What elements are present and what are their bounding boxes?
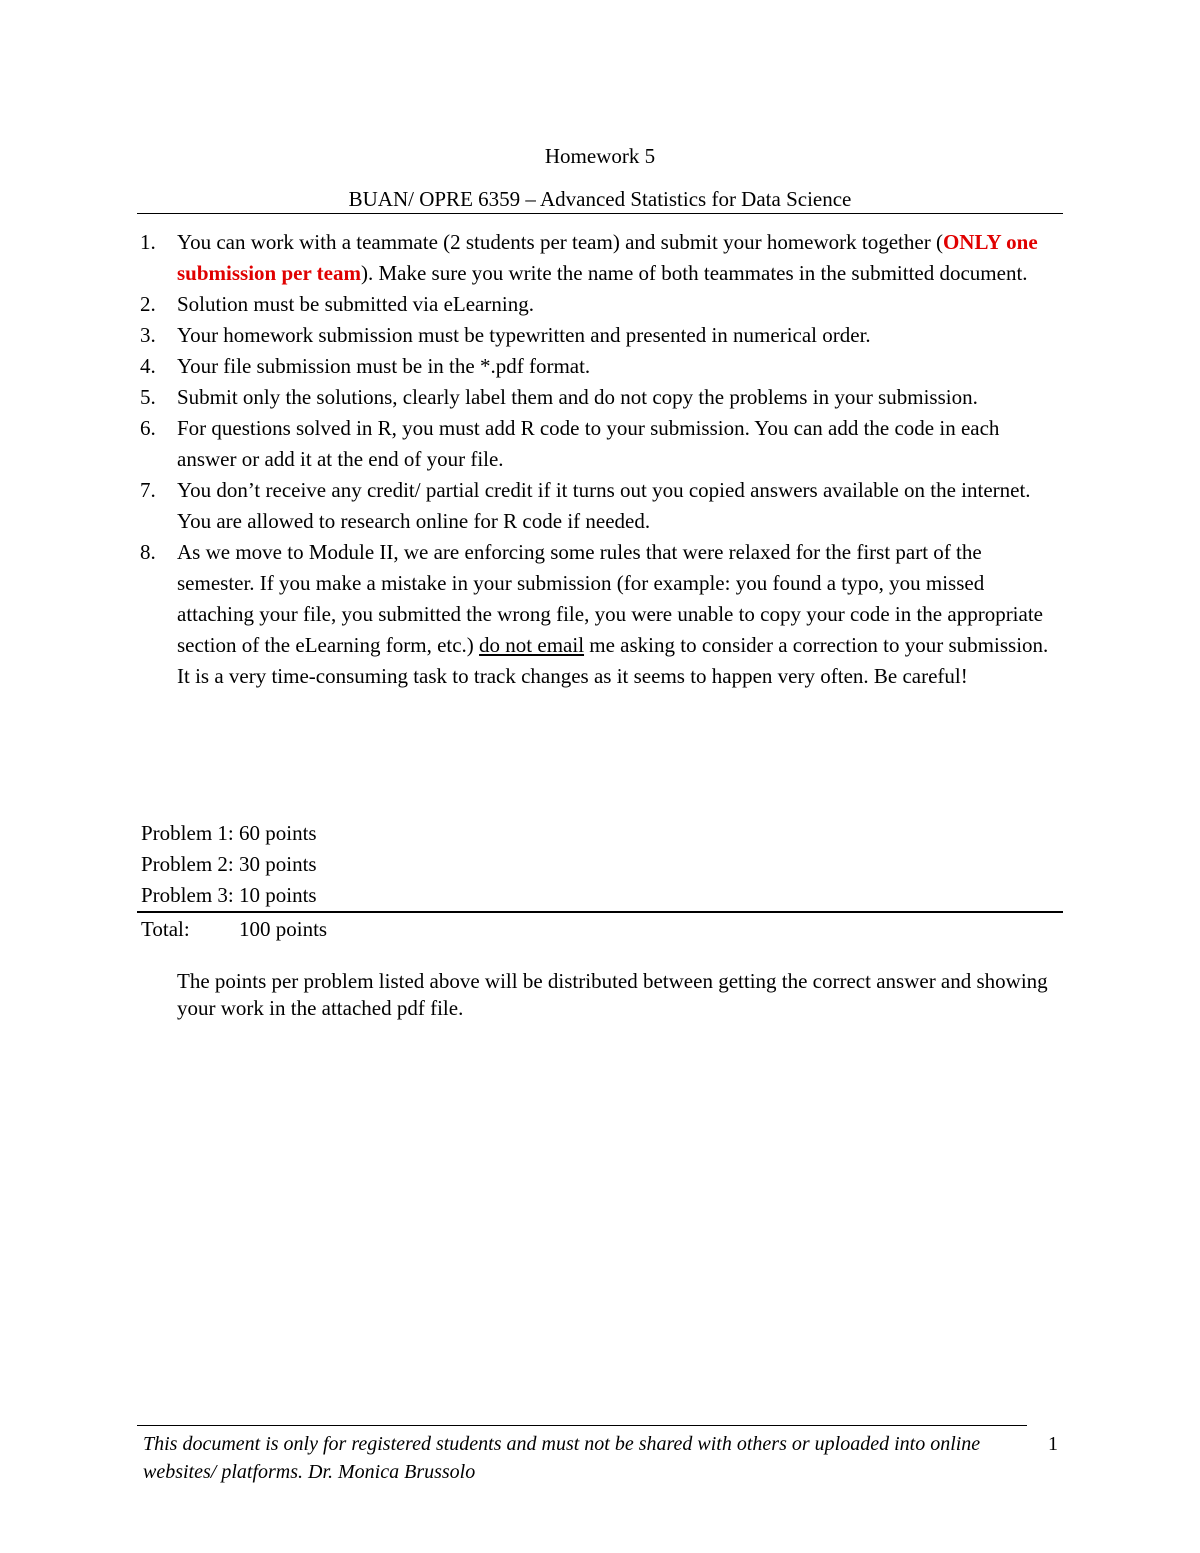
- total-value: 100 points: [239, 917, 328, 941]
- instruction-item: [137, 227, 1063, 289]
- instruction-number: 5.: [140, 385, 156, 409]
- course-subtitle: BUAN/ OPRE 6359 – Advanced Statistics for Data Science: [348, 187, 852, 211]
- instruction-item: [137, 289, 1063, 320]
- instruction-text: Solution must be submitted via eLearning.: [177, 292, 534, 316]
- problem-points-row: Problem 1: 60 points: [141, 821, 317, 845]
- instruction-number: 7.: [140, 478, 156, 502]
- document-title: Homework 5: [544, 144, 656, 168]
- instruction-text: Submit only the solutions, clearly label them and do not copy the problems in your submission.: [177, 385, 978, 409]
- problem-points-list: [141, 818, 317, 911]
- instruction-item: [137, 382, 1063, 413]
- instruction-number: 8.: [140, 540, 156, 564]
- total-row: [141, 914, 328, 945]
- instruction-text: You can work with a teammate (2 students per team) and submit your homework together (: [177, 230, 943, 254]
- footer-disclaimer: This document is only for registered students and must not be shared with others or uploaded into online websites/ platforms. Dr. Monica Brussolo: [143, 1433, 981, 1483]
- points-note: The points per problem listed above will be distributed between getting the correct answer and showing your work in the attached pdf file.: [177, 969, 1048, 1020]
- footer-divider: [137, 1425, 1027, 1426]
- instruction-number: 1.: [140, 230, 156, 254]
- problem-points-row: Problem 2: 30 points: [141, 852, 317, 876]
- instruction-text: me asking to consider a correction to your submission. It is a very time-consuming task to track changes as it seems to happen very often. Be careful!: [177, 633, 1049, 688]
- header-divider: [137, 213, 1063, 214]
- instruction-item: [137, 413, 1063, 475]
- instruction-item: [137, 320, 1063, 351]
- instruction-highlight: ONLY one submission per team: [177, 230, 1038, 285]
- instruction-item: [137, 351, 1063, 382]
- instruction-number: 2.: [140, 292, 156, 316]
- problem-points-row: Problem 3: 10 points: [141, 883, 317, 907]
- instruction-underlined: do not email: [479, 633, 585, 657]
- instruction-text: Your homework submission must be typewritten and presented in numerical order.: [177, 323, 871, 347]
- instruction-text: For questions solved in R, you must add R code to your submission. You can add the code in each answer or add it at the end of your file.: [177, 416, 1000, 471]
- instruction-item: [137, 475, 1063, 537]
- page-number: 1: [1048, 1433, 1058, 1455]
- instruction-number: 6.: [140, 416, 156, 440]
- instruction-number: 4.: [140, 354, 156, 378]
- instruction-text: ). Make sure you write the name of both teammates in the submitted document.: [360, 261, 1028, 285]
- instruction-number: 3.: [140, 323, 156, 347]
- instruction-text: You don’t receive any credit/ partial credit if it turns out you copied answers available on the internet. You are allowed to research online for R code if needed.: [177, 478, 1031, 533]
- total-label: Total:: [141, 917, 190, 941]
- instructions-list: [137, 227, 1063, 692]
- total-divider: [137, 911, 1063, 913]
- instruction-item: [137, 537, 1063, 692]
- instruction-text: Your file submission must be in the *.pdf format.: [177, 354, 591, 378]
- instruction-text: As we move to Module II, we are enforcing some rules that were relaxed for the first part of the semester. If you make a mistake in your submission (for example: you found a typo, you missed attaching your file, you submitted the wrong file, you were unable to copy your code in the appropriate section of the eLearning form, etc.): [177, 540, 1043, 657]
